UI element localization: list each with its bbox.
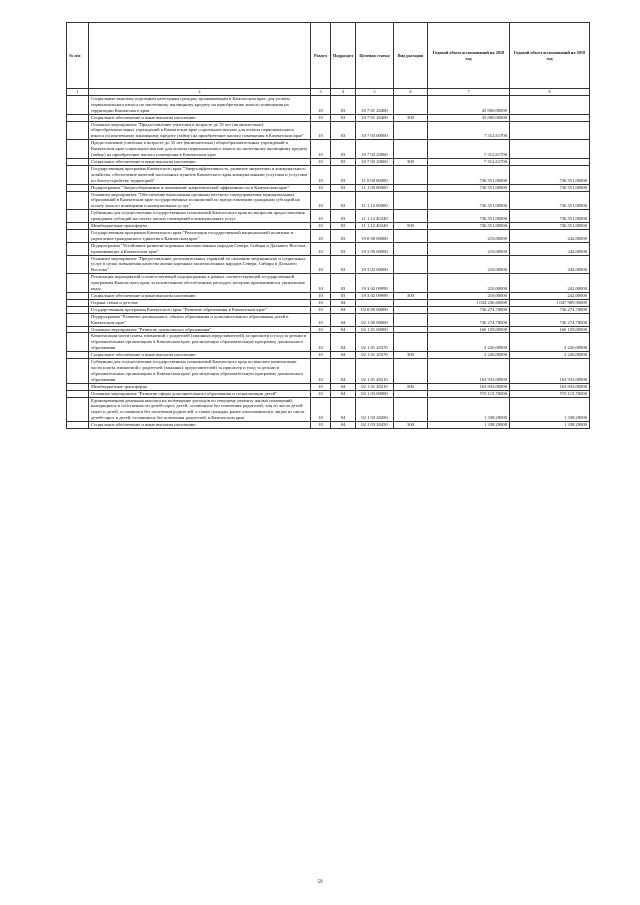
row-number-cell [67,121,89,140]
amount-2018-cell: 210,00000 [428,255,510,274]
section-cell: 10 [311,210,331,223]
subsection-cell: 03 [331,165,356,184]
expense-type-cell [394,140,428,159]
subsection-cell: 03 [331,114,356,121]
subsection-cell: 03 [331,140,356,159]
target-article-cell: 10 7 03 20060 [356,140,394,159]
section-cell: 10 [311,422,331,429]
target-article-cell: 11 1 12 40240 [356,210,394,223]
amount-2018-cell: 45 000,00000 [428,95,510,114]
amount-2019-cell: 2 226,00000 [510,333,590,352]
target-article-cell: 02 1 01 40210 [356,383,394,390]
subsection-cell: 03 [331,95,356,114]
table-row [67,359,590,384]
section-cell: 10 [311,313,331,326]
amount-2018-cell: 163 933,00000 [428,359,510,384]
table-row [67,390,590,397]
column-number: 1 [67,89,89,96]
table-row [67,383,590,390]
subsection-cell: 03 [331,229,356,242]
amount-2019-cell: 166 159,00000 [510,326,590,333]
target-article-cell: 02 0 00 00000 [356,306,394,313]
section-cell: 10 [311,293,331,300]
row-number-cell [67,299,89,306]
column-header: Годовой объем ассигнований на 2018 год [428,23,510,89]
amount-2019-cell: 2 226,00000 [510,352,590,359]
table-row [67,165,590,184]
row-number-cell [67,140,89,159]
row-number-cell [67,359,89,384]
table-row [67,293,590,300]
amount-2019-cell: 1 047 989,90000 [510,299,590,306]
amount-2019-cell [510,95,590,114]
row-number-cell [67,306,89,313]
subsection-cell: 04 [331,352,356,359]
table-row [67,95,590,114]
section-cell: 10 [311,158,331,165]
target-article-cell: 02 1 01 20370 [356,352,394,359]
amount-2019-cell: 736 551,00000 [510,191,590,210]
expense-name-cell: Основное мероприятие "Предоставление дополнительных гарантий по оказанию медицинских и социальных услуг в целях повышения качества жизни коренных малочисленных народов Севера, Сибири и Дальнего Востока" [89,255,311,274]
table-row [67,274,590,293]
section-cell: 10 [311,191,331,210]
expense-type-cell [394,313,428,326]
expense-type-cell: 500 [394,223,428,230]
section-cell: 10 [311,397,331,422]
subsection-cell: 04 [331,313,356,326]
subsection-cell: 03 [331,158,356,165]
amount-2018-cell: 736 274,70000 [428,313,510,326]
subsection-cell: 04 [331,326,356,333]
section-cell: 10 [311,326,331,333]
column-header [89,23,311,89]
row-number-cell [67,390,89,397]
table-row [67,191,590,210]
amount-2018-cell: 1 338,20000 [428,422,510,429]
amount-2018-cell: 1 338,20000 [428,397,510,422]
column-number: 6 [394,89,428,96]
row-number-cell [67,95,89,114]
column-number: 2 [89,89,311,96]
expense-name-cell: Основное мероприятие "Обеспечение выполнения органами местного самоуправления муниципальных образований в Камчатском крае государственных полномочий по предоставлению гражданам субсидий на оплату жилого помещения и коммунальных услуг" [89,191,311,210]
expense-name-cell: Социальные выплаты отдельным категориям граждан, проживающим в Камчатском крае, для уплаты первоначального взноса по ипотечному жилищному кредиту на приобретение жилого помещения на территории Камчатского края [89,95,311,114]
target-article-cell: 02 1 03 20450 [356,422,394,429]
row-number-cell [67,326,89,333]
row-number-cell [67,397,89,422]
subsection-cell: 03 [331,274,356,293]
section-cell: 10 [311,299,331,306]
row-number-cell [67,274,89,293]
amount-2019-cell: 736 551,00000 [510,210,590,223]
amount-2019-cell [510,158,590,165]
table-row [67,242,590,255]
amount-2018-cell: 736 274,70000 [428,306,510,313]
target-article-cell: 02 1 01 40210 [356,359,394,384]
column-number: 8 [510,89,590,96]
section-cell: 10 [311,165,331,184]
section-cell: 10 [311,242,331,255]
amount-2019-cell: 242,00000 [510,255,590,274]
column-number: 5 [356,89,394,96]
expense-type-cell [394,299,428,306]
subsection-cell: 03 [331,293,356,300]
row-number-cell [67,313,89,326]
amount-2019-cell: 1 338,20000 [510,422,590,429]
row-number-cell [67,255,89,274]
target-article-cell: 19 3 00 00000 [356,242,394,255]
table-row [67,121,590,140]
expense-name-cell: Межбюджетные трансферты [89,223,311,230]
expense-name-cell: Основное мероприятие "Предоставление учителям в возрасте до 35 лет (включительно) общеобразовательных учреждений в Камчатском крае социальных выплат для оплаты первоначального взноса по ипотечному жилищному кредиту (займу) на приобретение жилого помещения в Камчатском крае" [89,121,311,140]
expense-type-cell [394,359,428,384]
row-number-cell [67,223,89,230]
target-article-cell: 02 1 03 20450 [356,397,394,422]
table-body [67,95,590,428]
amount-2018-cell: 736 551,00000 [428,191,510,210]
target-article-cell: 19 3 02 00000 [356,255,394,274]
expense-type-cell [394,390,428,397]
expense-name-cell: Социальное обеспечение и иные выплаты населению [89,114,311,121]
amount-2019-cell: 1 338,20000 [510,397,590,422]
target-article-cell: 02 1 01 00000 [356,326,394,333]
column-header: Подраздел [331,23,356,89]
subsection-cell: 03 [331,184,356,191]
row-number-cell [67,422,89,429]
subsection-cell: 03 [331,121,356,140]
section-cell: 10 [311,114,331,121]
amount-2019-cell [510,140,590,159]
expense-type-cell: 300 [394,114,428,121]
expense-type-cell [394,326,428,333]
subsection-cell: 04 [331,359,356,384]
expense-type-cell [394,184,428,191]
section-cell: 10 [311,306,331,313]
expense-type-cell [394,274,428,293]
amount-2019-cell: 570 115,70000 [510,390,590,397]
expense-type-cell [394,210,428,223]
expense-type-cell [394,229,428,242]
section-cell: 10 [311,184,331,191]
table-row [67,140,590,159]
column-number: 7 [428,89,510,96]
section-cell: 10 [311,229,331,242]
target-article-cell [356,299,394,306]
row-number-cell [67,333,89,352]
section-cell: 10 [311,223,331,230]
amount-2018-cell: 210,00000 [428,293,510,300]
subsection-cell: 04 [331,333,356,352]
target-article-cell: 10 7 01 20400 [356,114,394,121]
expense-type-cell [394,333,428,352]
expense-name-cell: Предоставление учителям в возрасте до 35 лет (включительно) общеобразовательных учреждений в Камчатском крае социальных выплат для оплаты первоначального взноса по ипотечному жилищному кредиту (займу) на приобретение жилого помещения в Камчатском крае [89,140,311,159]
table-row [67,299,590,306]
amount-2018-cell: 2 226,00000 [428,333,510,352]
target-article-cell: 11 1 00 00000 [356,184,394,191]
table-row [67,229,590,242]
row-number-cell [67,184,89,191]
expense-type-cell [394,165,428,184]
amount-2018-cell: 1 034 236,60000 [428,299,510,306]
expense-name-cell: Государственная программа Камчатского края "Реализация государственной национальной политики и укрепление гражданского единства в Камчатском крае" [89,229,311,242]
section-cell: 10 [311,95,331,114]
expense-type-cell: 300 [394,352,428,359]
amount-2019-cell: 242,00000 [510,274,590,293]
table-row [67,223,590,230]
row-number-cell [67,158,89,165]
expense-name-cell: Социальное обеспечение и иные выплаты населению [89,293,311,300]
amount-2018-cell: 166 159,00000 [428,326,510,333]
amount-2018-cell: 736 551,00000 [428,184,510,191]
row-number-cell [67,114,89,121]
target-article-cell: 10 7 03 00000 [356,121,394,140]
expense-type-cell: 300 [394,422,428,429]
section-cell: 10 [311,383,331,390]
page-number: 59 [317,880,323,885]
target-article-cell: 19 0 00 00000 [356,229,394,242]
expense-name-cell: Субвенции для осуществления государственных полномочий Камчатского края по вопросам предоставления гражданам субсидий на оплату жилых помещений и коммунальных услуг [89,210,311,223]
table-row [67,352,590,359]
amount-2018-cell: 7 312,61700 [428,140,510,159]
table-row [67,158,590,165]
row-number-cell [67,352,89,359]
expense-name-cell: Основное мероприятие "Развитие дошкольного образования" [89,326,311,333]
row-number-cell [67,165,89,184]
expense-name-cell: Подпрограмма "Развитие дошкольного, общего образования и дополнительного образования детей в Камчатском крае" [89,313,311,326]
amount-2018-cell: 45 000,00000 [428,114,510,121]
amount-2019-cell: 736 551,00000 [510,223,590,230]
amount-2019-cell: 736 274,70000 [510,313,590,326]
expense-name-cell: Реализация мероприятий соответствующей подпрограммы в рамках соответствующей государственной программы Камчатского края, за исключением обособленных расходов, которым присваиваются уникальные коды [89,274,311,293]
target-article-cell: 19 3 02 09999 [356,293,394,300]
amount-2018-cell: 736 551,00000 [428,165,510,184]
expense-type-cell: 300 [394,158,428,165]
expense-type-cell [394,306,428,313]
expense-type-cell [394,121,428,140]
section-cell: 10 [311,274,331,293]
subsection-cell: 03 [331,255,356,274]
expense-type-cell [394,397,428,422]
expense-type-cell [394,242,428,255]
subsection-cell: 04 [331,383,356,390]
column-number-row [67,89,590,96]
subsection-cell: 03 [331,191,356,210]
budget-table [66,22,590,429]
table-header-row [67,23,590,89]
row-number-cell [67,293,89,300]
expense-type-cell: 500 [394,383,428,390]
target-article-cell: 10 7 03 20060 [356,158,394,165]
target-article-cell: 11 1 12 40240 [356,223,394,230]
amount-2019-cell: 163 933,00000 [510,359,590,384]
section-cell: 10 [311,359,331,384]
table-row [67,114,590,121]
amount-2018-cell: 210,00000 [428,242,510,255]
subsection-cell: 03 [331,210,356,223]
expense-name-cell: Подпрограмма "Энергосбережение и повышение энергетической эффективности в Камчатском крае" [89,184,311,191]
expense-name-cell: Охрана семьи и детства [89,299,311,306]
target-article-cell: 11 1 12 00000 [356,191,394,210]
subsection-cell: 03 [331,242,356,255]
amount-2018-cell: 210,00000 [428,274,510,293]
expense-name-cell: Социальное обеспечение и иные выплаты населению [89,158,311,165]
column-header: № п/п [67,23,89,89]
section-cell: 10 [311,121,331,140]
amount-2018-cell: 7 312,61700 [428,158,510,165]
target-article-cell: 02 1 00 00000 [356,313,394,326]
column-header: Годовой объем ассигнований на 2019 год [510,23,590,89]
table-row [67,210,590,223]
amount-2018-cell: 210,00000 [428,229,510,242]
amount-2019-cell: 242,00000 [510,242,590,255]
expense-name-cell: Социальное обеспечение и иные выплаты населению [89,422,311,429]
table-row [67,422,590,429]
row-number-cell [67,191,89,210]
target-article-cell: 02 1 01 20370 [356,333,394,352]
expense-type-cell [394,95,428,114]
expense-name-cell: Межбюджетные трансферты [89,383,311,390]
column-header: Раздел [311,23,331,89]
expense-name-cell: Субвенции для осуществления государственных полномочий Камчатского края по выплате компенсации части платы, взимаемой с родителей (законных представителей) за присмотр и уход за детьми в образовательных организациях в Камчатском крае, реализующих образовательную программу дошкольного образования [89,359,311,384]
expense-name-cell: Подпрограмма "Устойчивое развитие коренных малочисленных народов Севера, Сибири и Дальнего Востока, проживающих в Камчатском крае" [89,242,311,255]
subsection-cell: 04 [331,422,356,429]
expense-name-cell: Социальное обеспечение и иные выплаты населению [89,352,311,359]
table-row [67,326,590,333]
target-article-cell: 10 7 01 20400 [356,95,394,114]
column-header: Вид расходов [394,23,428,89]
column-header: Целевая статья [356,23,394,89]
expense-name-cell: Государственная программа Камчатского края "Энергоэффективность, развитие энергетики и коммунального хозяйства, обеспечение жителей населенных пунктов Камчатского края коммунальными услугами и услугами по благоустройству территорий" [89,165,311,184]
table-row [67,184,590,191]
amount-2019-cell [510,121,590,140]
subsection-cell: 03 [331,223,356,230]
table-row [67,313,590,326]
amount-2018-cell: 7 312,61700 [428,121,510,140]
column-number: 3 [311,89,331,96]
section-cell: 10 [311,352,331,359]
expense-name-cell: Компенсация части платы, взимаемой с родителей (законных представителей) за присмотр и уход за детьми в образовательных организациях в Камчатском крае, реализующих образовательную программу дошкольного образования [89,333,311,352]
amount-2018-cell: 736 551,00000 [428,210,510,223]
amount-2019-cell: 736 551,00000 [510,184,590,191]
section-cell: 10 [311,255,331,274]
amount-2019-cell: 242,00000 [510,229,590,242]
expense-name-cell: Государственная программа Камчатского края "Развитие образования в Камчатском крае" [89,306,311,313]
amount-2018-cell: 2 226,00000 [428,352,510,359]
expense-type-cell: 300 [394,293,428,300]
amount-2019-cell: 736 551,00000 [510,165,590,184]
subsection-cell: 04 [331,299,356,306]
target-article-cell: 19 3 02 09999 [356,274,394,293]
amount-2019-cell [510,114,590,121]
section-cell: 10 [311,390,331,397]
table-row [67,255,590,274]
column-number: 4 [331,89,356,96]
row-number-cell [67,229,89,242]
amount-2019-cell: 163 933,00000 [510,383,590,390]
amount-2018-cell: 570 115,70000 [428,390,510,397]
subsection-cell: 04 [331,390,356,397]
amount-2019-cell: 242,00000 [510,293,590,300]
expense-type-cell [394,255,428,274]
section-cell: 10 [311,333,331,352]
row-number-cell [67,383,89,390]
table-row [67,306,590,313]
section-cell: 10 [311,140,331,159]
subsection-cell: 04 [331,397,356,422]
row-number-cell [67,210,89,223]
amount-2018-cell: 163 933,00000 [428,383,510,390]
row-number-cell [67,242,89,255]
amount-2018-cell: 736 551,00000 [428,223,510,230]
target-article-cell: 11 0 00 00000 [356,165,394,184]
expense-type-cell [394,191,428,210]
table-row [67,397,590,422]
subsection-cell: 04 [331,306,356,313]
amount-2019-cell: 736 274,70000 [510,306,590,313]
expense-name-cell: Единовременная денежная выплата на возмещение расходов по текущему ремонту жилых помещений, находящихся в собственности детей-сирот, детей, оставшихся без попечения родителей, лиц из числа детей-сирот и детей, оставшихся без попечения родителей, а также граждан, ранее относившихся к лицам из числа детей-сирот и детей, оставшихся без попечения родителей, в Камчатском крае [89,397,311,422]
target-article-cell: 02 1 03 00000 [356,390,394,397]
expense-name-cell: Основное мероприятие "Развитие сферы дополнительного образования и социализации детей" [89,390,311,397]
table-row [67,333,590,352]
